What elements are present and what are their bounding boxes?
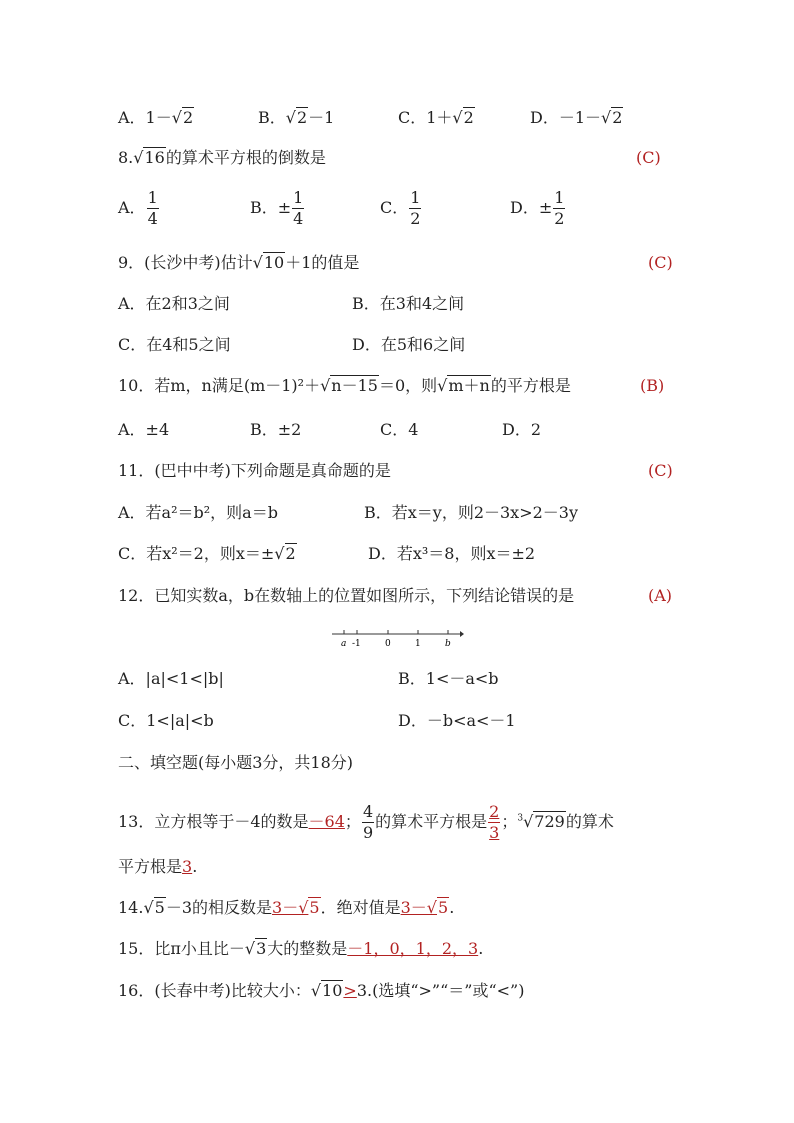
q7-option-b: B．√2－1: [258, 108, 335, 127]
q12-option-a: A．|a|<1<|b|: [118, 669, 224, 688]
q14-answer-1: 3－√5: [272, 898, 320, 917]
q11-option-c: C．若x²＝2，则x＝±√2: [118, 544, 296, 563]
q7-option-a: A．1－√2: [118, 108, 194, 127]
q13-line2: 平方根是3.: [118, 857, 198, 876]
axis-label-b: b: [445, 639, 451, 649]
q12-option-b: B．1<－a<b: [398, 669, 499, 688]
q13-line1: 13．立方根等于－4的数是－64； $\frac{4}{9}$ 的算术平方根是 $\frac{2}{3}$ ；$^3$√729的算术: [118, 802, 614, 842]
q8-option-d: D．± $\frac{1}{2}$: [510, 188, 565, 228]
q14-line: 14.√5－3的相反数是3－√5．绝对值是3－√5.: [118, 898, 455, 917]
axis-label-1: 1: [415, 639, 421, 649]
q11-option-a: A．若a²＝b²，则a＝b: [118, 503, 278, 522]
q13-answer-3: 3: [182, 857, 193, 876]
q10-option-c: C．4: [380, 420, 419, 439]
q10-option-b: B．±2: [250, 420, 302, 439]
q12-option-c: C．1<|a|<b: [118, 711, 214, 730]
axis-label-a: a: [341, 639, 347, 649]
q14-answer-2: 3－√5: [400, 898, 449, 917]
axis-label-0: 0: [385, 639, 391, 649]
q12-answer: (A): [648, 586, 673, 605]
q16-answer: >: [343, 981, 357, 1000]
q12-option-d: D．－b<a<－1: [398, 711, 516, 730]
q8-answer: (C): [636, 148, 661, 167]
q12-stem: 12．已知实数a，b在数轴上的位置如图所示，下列结论错误的是: [118, 586, 575, 605]
q9-option-a: A．在2和3之间: [118, 294, 230, 313]
q11-option-d: D．若x³＝8，则x＝±2: [368, 544, 536, 563]
q10-option-a: A．±4: [118, 420, 170, 439]
q13-answer-1: －64: [308, 812, 345, 831]
q7-option-c: C．1＋√2: [398, 108, 474, 127]
q9-option-b: B．在3和4之间: [352, 294, 465, 313]
q10-answer: (B): [640, 376, 665, 395]
section-heading: 二、填空题(每小题3分，共18分): [118, 753, 354, 772]
q9-option-c: C．在4和5之间: [118, 335, 231, 354]
q9-stem: 9．(长沙中考)估计√10＋1的值是: [118, 253, 360, 272]
q9-option-d: D．在5和6之间: [352, 335, 466, 354]
q11-option-b: B．若x＝y，则2－3x>2－3y: [364, 503, 579, 522]
q8-option-a: A． $\frac{1}{4}$: [118, 188, 158, 228]
q10-stem: 10．若m，n满足(m－1)²＋√n－15＝0，则√m＋n的平方根是: [118, 376, 571, 395]
q16-line: 16．(长春中考)比较大小：√10>3.(选填“>”“＝”或“<”): [118, 981, 525, 1000]
q11-stem: 11．(巴中中考)下列命题是真命题的是: [118, 461, 391, 480]
q13-answer-2: $\frac{2}{3}$: [489, 802, 500, 842]
axis-label-neg1: -1: [352, 639, 361, 649]
q8-option-b: B．± $\frac{1}{4}$: [250, 188, 304, 228]
q8-option-c: C． $\frac{1}{2}$: [380, 188, 421, 228]
q15-answer: －1，0，1，2，3: [347, 939, 479, 958]
q15-line: 15．比π小且比－√3大的整数是－1，0，1，2，3.: [118, 939, 484, 958]
q8-stem: 8.√16的算术平方根的倒数是: [118, 148, 326, 167]
q10-option-d: D．2: [502, 420, 542, 439]
q11-answer: (C): [648, 461, 673, 480]
number-line-figure: [330, 628, 464, 652]
q9-answer: (C): [648, 253, 673, 272]
q7-option-d: D．－1－√2: [530, 108, 623, 127]
